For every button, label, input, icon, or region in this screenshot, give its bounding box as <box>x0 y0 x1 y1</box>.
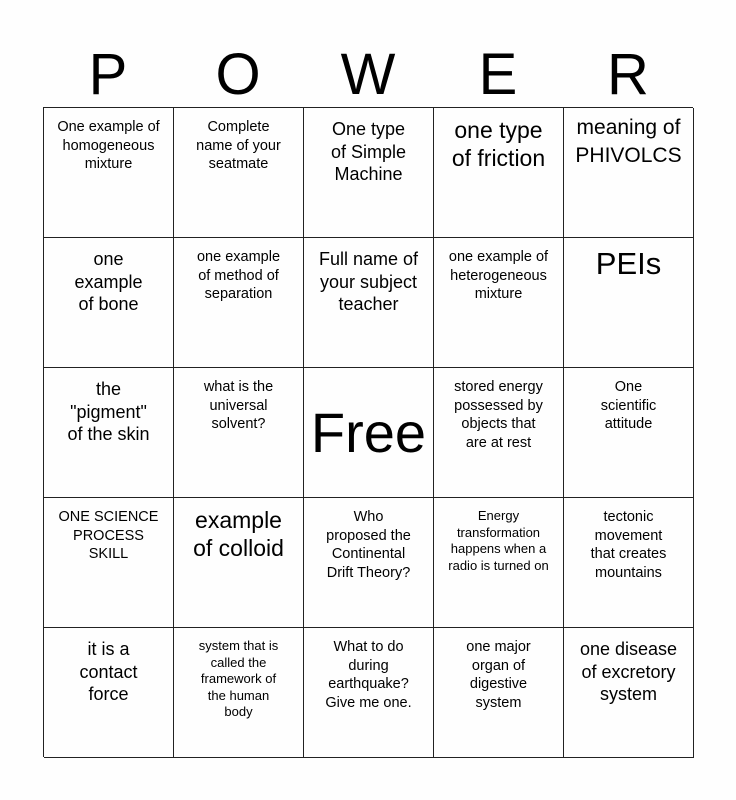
cell-text: one example of bone <box>74 249 143 314</box>
bingo-cell[interactable] <box>44 368 174 498</box>
bingo-cell[interactable] <box>304 108 434 238</box>
cell-text: it is a contact force <box>79 639 138 704</box>
cell-text: One type of Simple Machine <box>330 119 407 184</box>
bingo-cell[interactable] <box>434 628 564 758</box>
header-letter-p: P <box>88 42 128 107</box>
bingo-header <box>43 40 693 108</box>
cell-text: One example of homogeneous mixture <box>57 119 160 172</box>
header-letter-e: E <box>478 42 518 107</box>
cell-text: example of colloid <box>193 507 284 561</box>
free-space-text: Free <box>310 400 427 464</box>
header-letter-o: O <box>215 42 261 107</box>
bingo-cell[interactable] <box>44 498 174 628</box>
cell-text: Full name of your subject teacher <box>318 249 419 314</box>
cell-text: one disease of excretory system <box>579 639 678 704</box>
cell-text: one major organ of digestive system <box>466 639 531 711</box>
header-letter-w: W <box>340 42 396 107</box>
bingo-cell[interactable] <box>44 108 174 238</box>
cell-text: stored energy possessed by objects that are at rest <box>454 379 543 451</box>
cell-text: meaning of PHIVOLCS <box>575 116 682 167</box>
bingo-cell[interactable] <box>564 108 694 238</box>
cell-text: Complete name of your seatmate <box>196 119 281 172</box>
bingo-cell[interactable] <box>564 368 694 498</box>
cell-text: Energy transformation happens when a radio is turned on <box>448 508 549 573</box>
bingo-cell[interactable] <box>304 238 434 368</box>
bingo-cell[interactable] <box>174 368 304 498</box>
cell-text: system that is called the framework of the human body <box>198 638 279 719</box>
cell-text: one example of method of separation <box>196 249 281 302</box>
cell-text: Who proposed the Continental Drift Theory? <box>326 509 411 581</box>
cell-text: one type of friction <box>451 117 546 171</box>
bingo-cell[interactable] <box>434 238 564 368</box>
header-letter-r: R <box>607 42 649 107</box>
cell-text: tectonic movement that creates mountains <box>590 509 667 581</box>
bingo-cell[interactable] <box>174 498 304 628</box>
cell-text: PEIs <box>595 246 662 281</box>
bingo-cell[interactable] <box>174 108 304 238</box>
bingo-cell[interactable] <box>44 238 174 368</box>
bingo-grid <box>43 107 693 757</box>
cell-text: the "pigment" of the skin <box>67 379 150 444</box>
bingo-cell[interactable] <box>564 498 694 628</box>
cell-text: What to do during earthquake? Give me one. <box>325 639 412 711</box>
free-space-cell[interactable] <box>304 368 434 498</box>
bingo-cell[interactable] <box>174 238 304 368</box>
bingo-cell[interactable] <box>304 628 434 758</box>
cell-text: one example of heterogeneous mixture <box>448 249 549 302</box>
bingo-cell[interactable] <box>174 628 304 758</box>
cell-text: ONE SCIENCE PROCESS SKILL <box>58 509 159 562</box>
bingo-cell[interactable] <box>564 628 694 758</box>
cell-text: One scientific attitude <box>600 379 657 432</box>
bingo-cell[interactable] <box>434 108 564 238</box>
bingo-cell[interactable] <box>304 498 434 628</box>
bingo-cell[interactable] <box>564 238 694 368</box>
bingo-cell[interactable] <box>434 368 564 498</box>
cell-text: what is the universal solvent? <box>203 379 274 432</box>
bingo-cell[interactable] <box>44 628 174 758</box>
bingo-cell[interactable] <box>434 498 564 628</box>
